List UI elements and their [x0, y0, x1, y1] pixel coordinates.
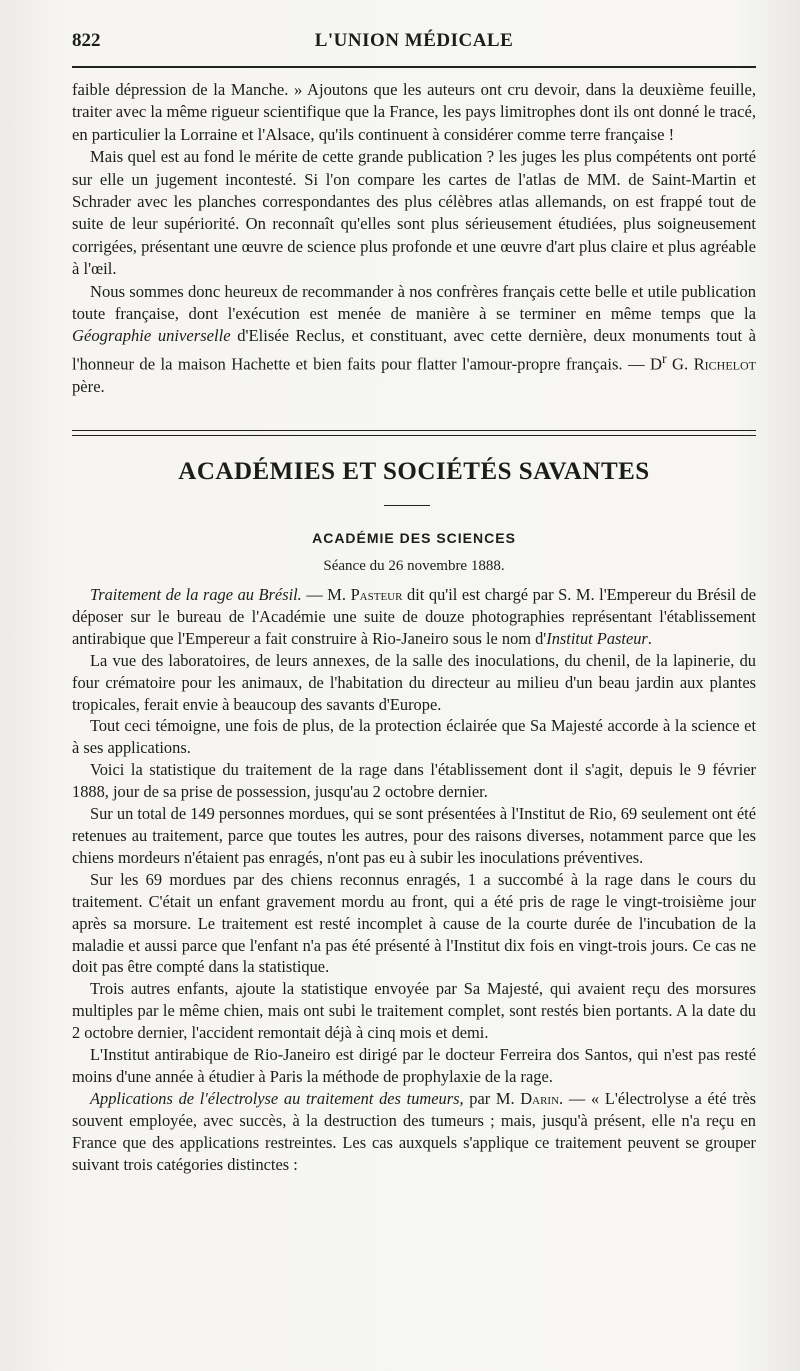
header-rule [72, 66, 756, 68]
section-divider [72, 430, 756, 436]
top-article [72, 79, 756, 398]
text-run: G. [666, 354, 694, 374]
text-run: dit qu'il est chargé par S. M. l'Empereur du Brésil de déposer sur le bureau de l'Académie une suite de douze photographies représentant l'établissement antirabique que l'Empereur a fait construire à Rio-Janeiro sous le nom d' [72, 585, 757, 648]
session-date: Séance du 26 novembre 1888. [323, 558, 505, 574]
paragraph: L'Institut antirabique de Rio-Janeiro est dirigé par le docteur Ferreira dos Santos, qui n'est pas resté moins d'une année à étudier à Paris la méthode de prophylaxie de la rage. [72, 1045, 756, 1086]
academy-report [72, 584, 756, 1175]
text-run: . — « L'électrolyse a été très souvent employée, avec succès, à la destruction des tumeurs ; mais, jusqu'à présent, elle n'a reçu en France que des applications restreintes. Les cas auxquels s'applique ce traitement peuvent se grouper suivant trois catégories distinctes : [72, 1088, 756, 1174]
superscript: r [662, 350, 667, 366]
journal-title: L'UNION MÉDICALE [314, 30, 514, 51]
italic-title: Géographie universelle [72, 326, 231, 346]
text-run: — M. [301, 585, 351, 604]
page-number: 822 [72, 30, 101, 51]
paragraph: Sur un total de 149 personnes mordues, qui se sont présentées à l'Institut de Rio, 69 seulement ont été retenues au traitement, parce que toutes les autres, pour des raisons diverses, notamment parce que les chiens mordeurs n'étaient pas enragés, n'ont pas eu à subir les inoculations préventives. [72, 804, 756, 867]
paragraph: Mais quel est au fond le mérite de cette grande publication ? les juges les plus compétents ont porté sur elle un jugement incontesté. Si l'on compare les cartes de l'atlas de MM. de Saint-Martin et Schrader avec les planches correspondantes des plus célèbres atlas allemands, on est frappé tout de suite de leur supériorité. On reconnaît qu'elles sont plus sérieusement étudiées, plus soigneusement corrigées, présentant une œuvre de science plus profonde et une œuvre d'art plus claire et plus agréable à l'œil. [72, 147, 756, 279]
paragraph: Trois autres enfants, ajoute la statistique envoyée par Sa Majesté, qui avaient reçu des morsures multiples par le même chien, mais ont subi le traitement complet, sont restés bien portants. A la date du 2 octobre dernier, l'accident remontait déjà à cinq mois et demi. [72, 979, 756, 1043]
text-run: . [647, 628, 652, 648]
italic-name: Institut Pasteur [546, 628, 648, 648]
text-run: père. [72, 376, 105, 396]
paragraph [72, 281, 756, 399]
text-run: Nous sommes donc heureux de recommander à nos confrères français cette belle et utile publication toute française, dont l'exécution est menée de manière à se terminer en même temps que la [72, 281, 756, 324]
italic-heading: Applications de l'électrolyse au traitement des tumeurs, [90, 1088, 464, 1108]
paragraph [72, 1088, 756, 1176]
person-name: Pasteur [350, 585, 403, 604]
subsection-title: ACADÉMIE DES SCIENCES [312, 530, 516, 546]
section-title: ACADÉMIES ET SOCIÉTÉS SAVANTES [178, 458, 650, 485]
paragraph: La vue des laboratoires, de leurs annexes, de la salle des inoculations, du chenil, de la lapinerie, du four crématoire pour les animaux, de l'habitation du directeur au milieu d'un beau jardin aux plantes tropicales, ferait envie à beaucoup des savants d'Europe. [72, 650, 756, 714]
paragraph: Sur les 69 mordues par des chiens reconnus enragés, 1 a succombé à la rage dans le cours du traitement. C'était un enfant gravement mordu au front, qui a été pris de rage le vingt-troisième jour après sa morsure. Le traitement est resté incomplet à cause de la courte durée de l'incubation de la maladie et aussi parce que l'enfant n'a pas été présenté à l'Institut dix fois en vingt-trois jours. Ce cas ne doit pas être compté dans la statistique. [72, 869, 756, 977]
text-run: d'Elisée Reclus, et constituant, avec cette dernière, deux monuments tout à l'honneur de la maison Hachette et bien faits pour flatter l'amour-propre français. — D [72, 326, 757, 374]
author-name: Richelot [693, 354, 756, 374]
paragraph: Tout ceci témoigne, une fois de plus, de la protection éclairée que Sa Majesté accorde à la science et à ses applications. [72, 716, 756, 758]
text-run: par M. [463, 1088, 521, 1108]
italic-heading: Traitement de la rage au Brésil. [90, 585, 302, 604]
paragraph: Voici la statistique du traitement de la rage dans l'établissement dont il s'agit, depuis le 9 février 1888, jour de sa prise de possession, jusqu'au 2 octobre dernier. [72, 760, 756, 802]
paragraph: faible dépression de la Manche. » Ajoutons que les auteurs ont cru devoir, dans la deuxième feuille, traiter avec la même rigueur scientifique que la France, les pays limitrophes dont ils ont donné le tracé, en particulier la Lorraine et l'Alsace, qu'ils continuent à considérer comme terre française ! [72, 80, 756, 144]
title-rule [384, 505, 430, 506]
person-name: Darin [520, 1088, 560, 1108]
running-head [72, 30, 756, 60]
paragraph [72, 584, 756, 650]
